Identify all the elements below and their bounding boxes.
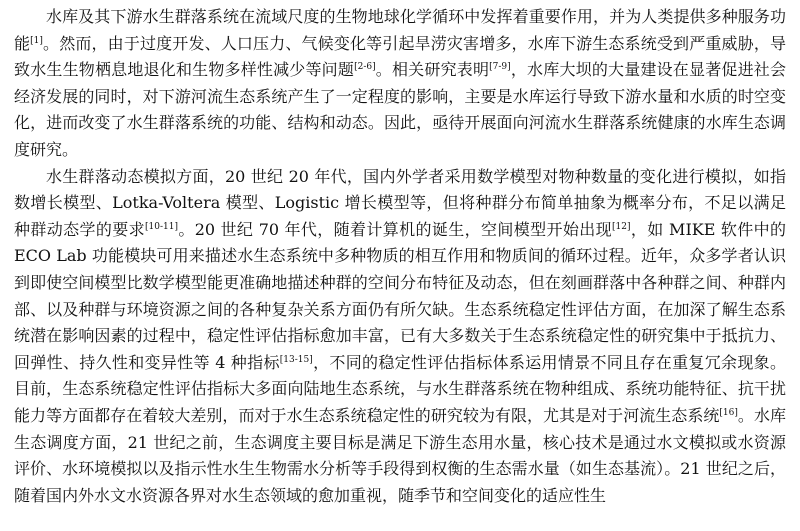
citation-ref: [1] [30,35,43,46]
paragraph-2 [14,164,786,510]
paragraph-2-text-1: 水生群落动态模拟方面，20 世纪 20 年代，国内外学者采用数学模型对物种数量的变化进行模拟，如指数增长模型、Lotka-Voltera 模型、Logistic 增长模型等，但将种群分布简单抽象为概率分布，不足以满足种群动态学的要求 [14,166,786,239]
citation-ref: [2-6] [354,62,376,73]
paragraph-2-text-2: 。20 世纪 70 年代，随着计算机的诞生，空间模型开始出现 [177,219,612,239]
citation-ref: [16] [719,407,738,418]
paragraph-1-text-2: 。然而，由于过度开发、人口压力、气候变化等引起旱涝灾害增多，水库下游生态系统受到严重威胁，导致水生生物栖息地退化和生物多样性减少等问题 [14,33,786,80]
paragraph-1-text-4: ，水库大坝的大量建设在显著促进社会经济发展的同时，对下游河流生态系统产生了一定程度的影响，主要是水库运行导致下游水量和水质的时空变化，进而改变了水生群落系统的功能、结构和动态。因此，亟待开展面向河流水生群落系统健康的水库生态调度研究。 [14,60,786,159]
paragraph-2-text-3: ，如 MIKE 软件中的 ECO Lab 功能模块可用来描述水生态系统中多种物质的相互作用和物质间的循环过程。近年，众多学者认识到即使空间模型比数学模型能更准确地描述种群的空间分布特征及动态，但在刻画群落中各种群之间、种群内部、以及种群与环境资源之间的各种复杂关系方面仍有所欠缺。生态系统稳定性评估方面，在加深了解生态系统潜在影响因素的过程中，稳定性评估指标愈加丰富，已有大多数关于生态系统稳定性的研究集中于抵抗力、回弹性、持久性和变异性等 4 种指标 [14,219,786,372]
citation-ref: [13-15] [279,354,313,365]
paragraph-1-text-1: 水库及其下游水生群落系统在流域尺度的生物地球化学循环中发挥着重要作用，并为人类提供多种服务功能 [14,7,786,53]
citation-ref: [10-11] [144,221,178,232]
paragraph-1-text-3: 。相关研究表明 [375,60,490,80]
paragraph-1 [14,4,786,164]
paragraph-2-text-4: ，不同的稳定性评估指标体系运用情景不同且存在重复冗余现象。目前，生态系统稳定性评估指标大多面向陆地生态系统，与水生群落系统在物种组成、系统功能特征、抗干扰能力等方面都存在着较大差别，而对于水生态系统稳定性的研究较为有限，尤其是对于河流生态系统 [14,352,786,425]
citation-ref: [7-9] [489,62,511,73]
citation-ref: [12] [612,221,631,232]
paragraph-2-text-5: 。水库生态调度方面，21 世纪之前，生态调度主要目标是满足下游生态用水量，核心技术是通过水文模拟或水资源评价、水环境模拟以及指示性水生生物需水分析等手段得到权衡的生态需水量（如生态基流）。21 世纪之后，随着国内外水文水资源各界对水生态领域的愈加重视，随季节和空间变化的适应性生 [14,405,786,505]
